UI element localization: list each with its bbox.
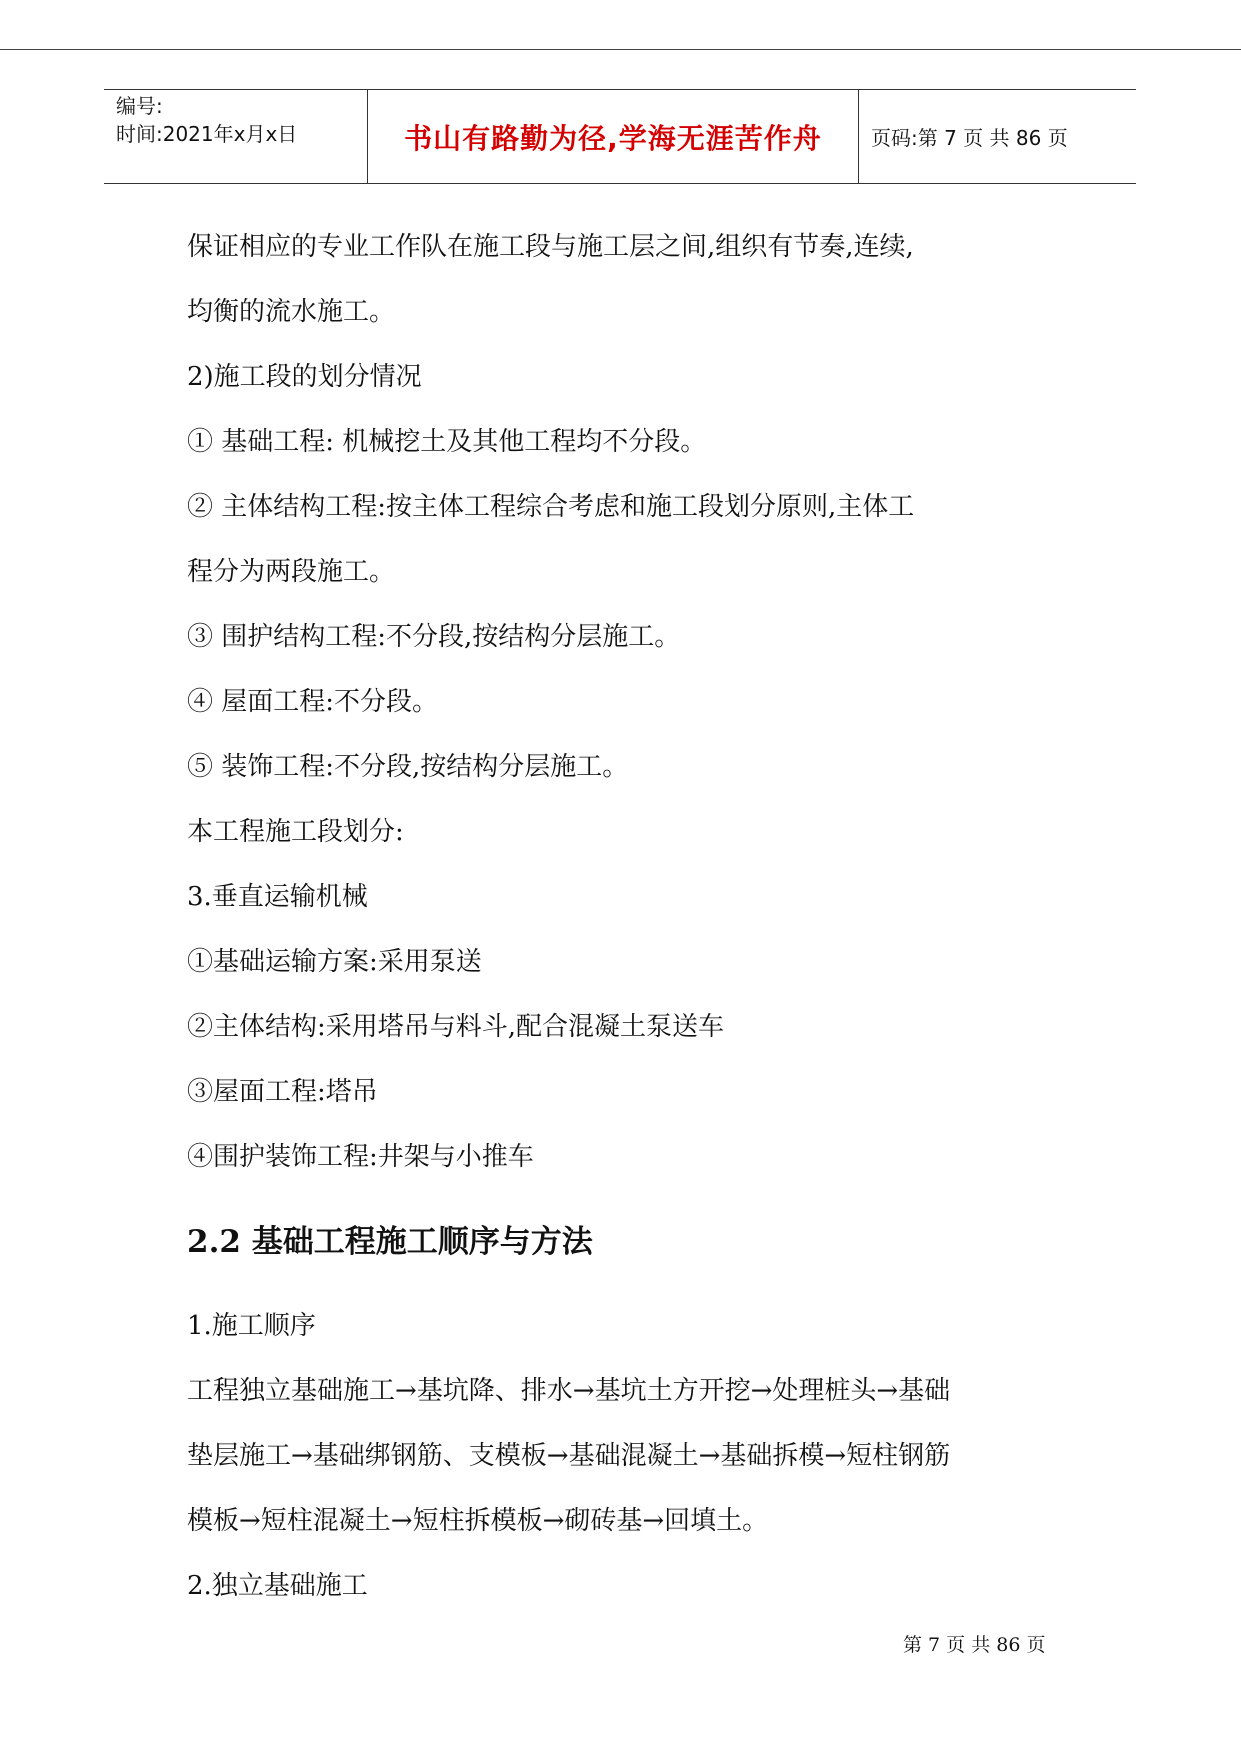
header-meta-cell — [104, 90, 368, 183]
list-item: ⑤ 装饰工程:不分段,按结构分层施工。 — [187, 752, 629, 782]
time-label: 时间:2021年x月x日 — [116, 122, 298, 146]
paragraph: 均衡的流水施工。 — [187, 297, 396, 327]
list-item: ②主体结构:采用塔吊与料斗,配合混凝土泵送车 — [187, 1012, 725, 1042]
paragraph: 本工程施工段划分: — [187, 817, 404, 847]
document-body — [187, 215, 1087, 1619]
paragraph: 3.垂直运输机械 — [187, 882, 368, 912]
list-item: ④围护装饰工程:井架与小推车 — [187, 1142, 534, 1172]
paragraph: 2.独立基础施工 — [187, 1571, 368, 1601]
list-item: ④ 屋面工程:不分段。 — [187, 687, 439, 717]
list-item: ② 主体结构工程:按主体工程综合考虑和施工段划分原则,主体工 — [187, 492, 915, 522]
paragraph: 1.施工顺序 — [187, 1311, 316, 1341]
paragraph: 工程独立基础施工→基坑降、排水→基坑土方开挖→处理桩头→基础 — [187, 1376, 951, 1406]
list-item: ①基础运输方案:采用泵送 — [187, 947, 482, 977]
paragraph: 模板→短柱混凝土→短柱拆模板→砌砖基→回填土。 — [187, 1506, 769, 1536]
paragraph: 保证相应的专业工作队在施工段与施工层之间,组织有节奏,连续, — [187, 232, 914, 262]
list-item: ① 基础工程: 机械挖土及其他工程均不分段。 — [187, 427, 707, 457]
list-item: ③ 围护结构工程:不分段,按结构分层施工。 — [187, 622, 681, 652]
number-label: 编号: — [116, 94, 163, 118]
motto-text: 书山有路勤为径,学海无涯苦作舟 — [404, 121, 822, 155]
paragraph: 垫层施工→基础绑钢筋、支模板→基础混凝土→基础拆模→短柱钢筋 — [187, 1441, 951, 1471]
section-heading: 2.2 基础工程施工顺序与方法 — [187, 1224, 593, 1260]
paragraph: 2)施工段的划分情况 — [187, 362, 422, 392]
header-page-cell — [859, 90, 1136, 183]
header-motto-cell — [368, 90, 859, 183]
page-footer: 第 7 页 共 86 页 — [903, 1634, 1046, 1656]
header-table — [104, 89, 1136, 184]
list-item: ③屋面工程:塔吊 — [187, 1077, 378, 1107]
paragraph: 程分为两段施工。 — [187, 557, 396, 587]
top-rule — [0, 49, 1241, 50]
page-info: 页码:第 7 页 共 86 页 — [871, 126, 1068, 150]
